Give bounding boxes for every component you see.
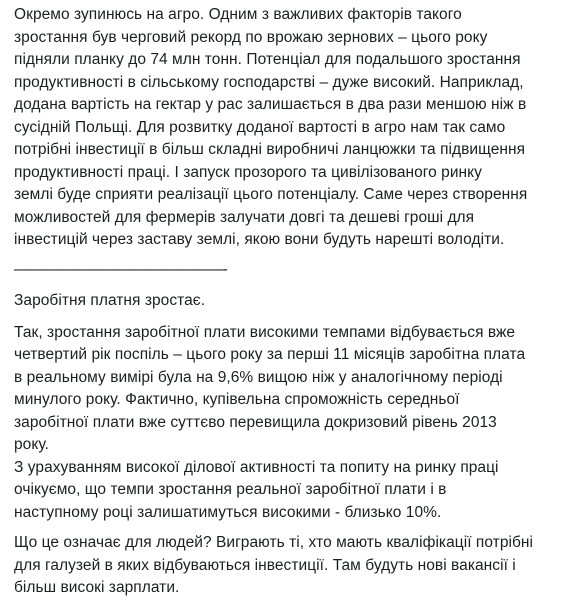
section-heading-wages: Заробітня платня зростає. — [14, 292, 206, 309]
text-divider: ——————————————- — [14, 260, 228, 278]
post-paragraph-agro: Окремо зупинюсь на агро. Одним з важливих факторів такого зростання був черговий рекорд по врожаю зернових – цього року підняли планку до 74 млн тонн. Потенціал для подальшого зростання продуктивності в сільському господарстві – дуже високий. Наприклад, додана вартість на гектар у рас залишається в два рази меншою ніж в сусідній Польщі. Для розвитку доданої вартості в агро нам так само потрібні інвестиції в більш складні виробничі ланцюжки та підвищення продуктивності праці. І запуск прозорого та цивілізованого ринку землі буде сприяти реалізації цього потенціалу. Саме через створення можливостей для фермерів залучати довгі та дешеві гроші для інвестицій через заставу землі, якою вони будуть нарешті володіти. — [14, 6, 528, 248]
post-paragraph-wages: Так, зростання заробітної плати високими темпами відбувається вже четвертий рік поспіль – цього року за перші 11 місяців заробітна плата в реальному вимірі була на 9,6% вищою ніж у аналогічному періоді минулого року. Фактично, купівельна спроможність середньої заробітної плати вже суттєво перевищила докризовий рівень 2013 року. З урахуванням високої ділової активності та попиту на ринку праці очікуємо, що темпи зростання реальної заробітної плати і в наступному році залишатимуться високими - близько 10%. — [14, 323, 526, 521]
post-paragraph-people: Що це означає для людей? Виграють ті, хто мають кваліфікації потрібні для галузей в яких відбуваються інвестиції. Там будуть нові вакансії і більш високі зарплати. — [14, 534, 534, 596]
